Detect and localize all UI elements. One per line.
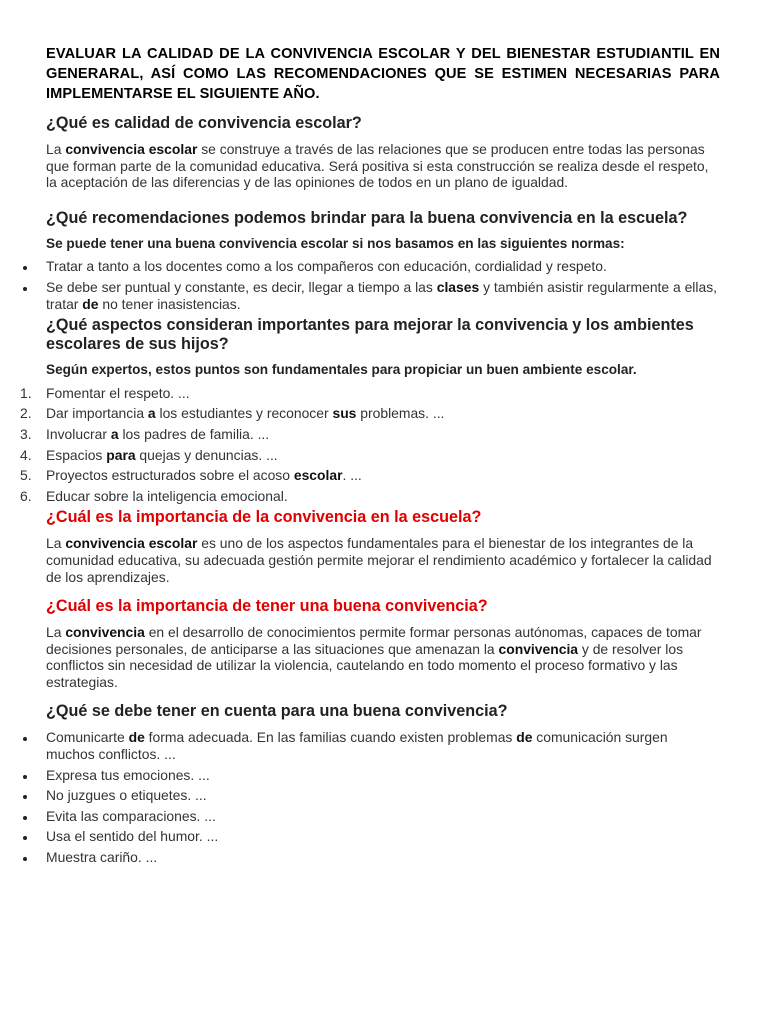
bold-text: a: [110, 425, 119, 442]
list-number: 2.: [20, 405, 32, 422]
text: y también asistir regularmente a ellas, tratar: [46, 278, 718, 312]
lead-recomendaciones: Se puede tener una buena convivencia escolar si nos basamos en las siguientes normas:: [46, 235, 625, 251]
list-number: 3.: [20, 425, 32, 442]
list-item: [46, 787, 720, 804]
list-number: 4.: [20, 446, 32, 463]
list-item: [46, 828, 720, 845]
text: se construye a través de las relaciones que se producen entre todas las personas que forman parte de la comunidad educativa. Será positiva si esta construcción se realiza desde el respeto, la aceptación de las diferencias y de las opiniones de todos en un plano de igualdad.: [46, 141, 709, 191]
bold-text: convivencia: [498, 640, 579, 657]
bold-text: sus: [332, 405, 357, 422]
bold-text: de: [128, 729, 145, 746]
bold-text: para: [106, 446, 136, 463]
section-heading-importancia-buena: ¿Cuál es la importancia de tener una buena convivencia?: [46, 597, 488, 616]
bold-text: escolar: [293, 467, 343, 484]
text: Proyectos estructurados sobre el acoso: [46, 467, 294, 484]
numbered-list-aspectos: [20, 384, 720, 505]
text: los estudiantes y reconocer: [155, 405, 333, 422]
text: Se debe ser puntual y constante, es decir, llegar a tiempo a las: [46, 278, 437, 295]
paragraph-importancia-buena: [46, 624, 720, 690]
list-item: [20, 487, 720, 505]
list-item: [20, 384, 720, 402]
bold-text: convivencia: [65, 624, 145, 641]
text: Educar sobre la inteligencia emocional.: [46, 487, 288, 504]
bold-text: de: [82, 295, 99, 312]
list-item: [46, 767, 720, 784]
text: La: [46, 141, 66, 157]
bold-text: convivencia escolar: [65, 535, 198, 552]
text: y de resolver los conflictos sin necesidad de utilizar la violencia, cautelando en todo momento el proceso formativo y las estrategias.: [46, 640, 684, 690]
text: forma adecuada. En las familias cuando existen problemas: [144, 729, 517, 746]
list-item: [20, 405, 720, 422]
text: Involucrar: [46, 425, 111, 442]
list-item: [20, 467, 720, 484]
document-title: EVALUAR LA CALIDAD DE LA CONVIVENCIA ESCOLAR Y DEL BIENESTAR ESTUDIANTIL EN GENERARAL, ASÍ COMO LAS RECOMENDACIONES QUE SE ESTIMEN NECESARIAS PARA IMPLEMENTARSE EL SIGUIENTE AÑO.: [46, 46, 720, 102]
list-item: [20, 446, 720, 464]
text: no tener inasistencias.: [98, 295, 241, 312]
list-item: [46, 808, 720, 825]
text: es uno de los aspectos fundamentales para el bienestar de los integrantes de la comunidad educativa, su adecuada gestión permite mejorar el rendimiento académico y fortalecer la calidad de los aprendizajes.: [46, 535, 712, 585]
text: . ...: [342, 467, 362, 484]
bold-text: clases: [436, 278, 480, 295]
paragraph-importancia-escuela: [46, 535, 720, 585]
section-heading-aspectos: ¿Qué aspectos consideran importantes para mejorar la convivencia y los ambientes escolares de sus hijos?: [46, 316, 694, 354]
bold-text: a: [147, 405, 156, 422]
text: Usa el sentido del humor. ...: [46, 828, 219, 845]
text: quejas y denuncias. ...: [135, 446, 278, 463]
text: los padres de familia. ...: [118, 425, 270, 442]
section-heading-tener-en-cuenta: ¿Qué se debe tener en cuenta para una buena convivencia?: [46, 702, 508, 721]
bullet-list-consejos: [46, 729, 720, 865]
section-heading-recomendaciones: ¿Qué recomendaciones podemos brindar para la buena convivencia en la escuela?: [46, 208, 688, 227]
section-heading-calidad: ¿Qué es calidad de convivencia escolar?: [46, 114, 362, 132]
text: en el desarrollo de conocimientos permite formar personas autónomas, capaces de tomar decisiones personales, de anticiparse a las situaciones que amenazan la: [46, 624, 702, 657]
list-item: [46, 279, 720, 312]
paragraph-calidad: [46, 141, 720, 191]
text: Dar importancia: [46, 405, 148, 422]
list-number: 6.: [20, 487, 32, 504]
text: comunicación surgen muchos conflictos. ...: [46, 729, 668, 763]
list-item: [46, 258, 720, 275]
text: Fomentar el respeto. ...: [46, 384, 190, 401]
text: Espacios: [46, 446, 107, 463]
text: Comunicarte: [46, 729, 129, 746]
text: Tratar a tanto a los docentes como a los compañeros con educación, cordialidad y respeto.: [46, 258, 607, 275]
bullet-list-normas: [46, 258, 720, 312]
text: problemas. ...: [356, 405, 445, 422]
section-heading-importancia-escuela: ¿Cuál es la importancia de la convivencia en la escuela?: [46, 508, 482, 527]
text: Muestra cariño. ...: [46, 849, 158, 866]
text: Evita las comparaciones. ...: [46, 807, 216, 824]
text: Expresa tus emociones. ...: [46, 766, 210, 783]
text: La: [46, 535, 66, 552]
bold-text: convivencia escolar: [65, 141, 198, 157]
list-number: 5.: [20, 467, 32, 484]
list-item: [20, 425, 720, 443]
text: No juzgues o etiquetes. ...: [46, 787, 207, 804]
bold-text: de: [516, 729, 533, 746]
lead-aspectos: Según expertos, estos puntos son fundamentales para propiciar un buen ambiente escolar.: [46, 362, 637, 378]
list-number: 1.: [20, 384, 32, 401]
list-item: [46, 849, 720, 866]
text: La: [46, 624, 66, 641]
list-item: [46, 729, 720, 762]
